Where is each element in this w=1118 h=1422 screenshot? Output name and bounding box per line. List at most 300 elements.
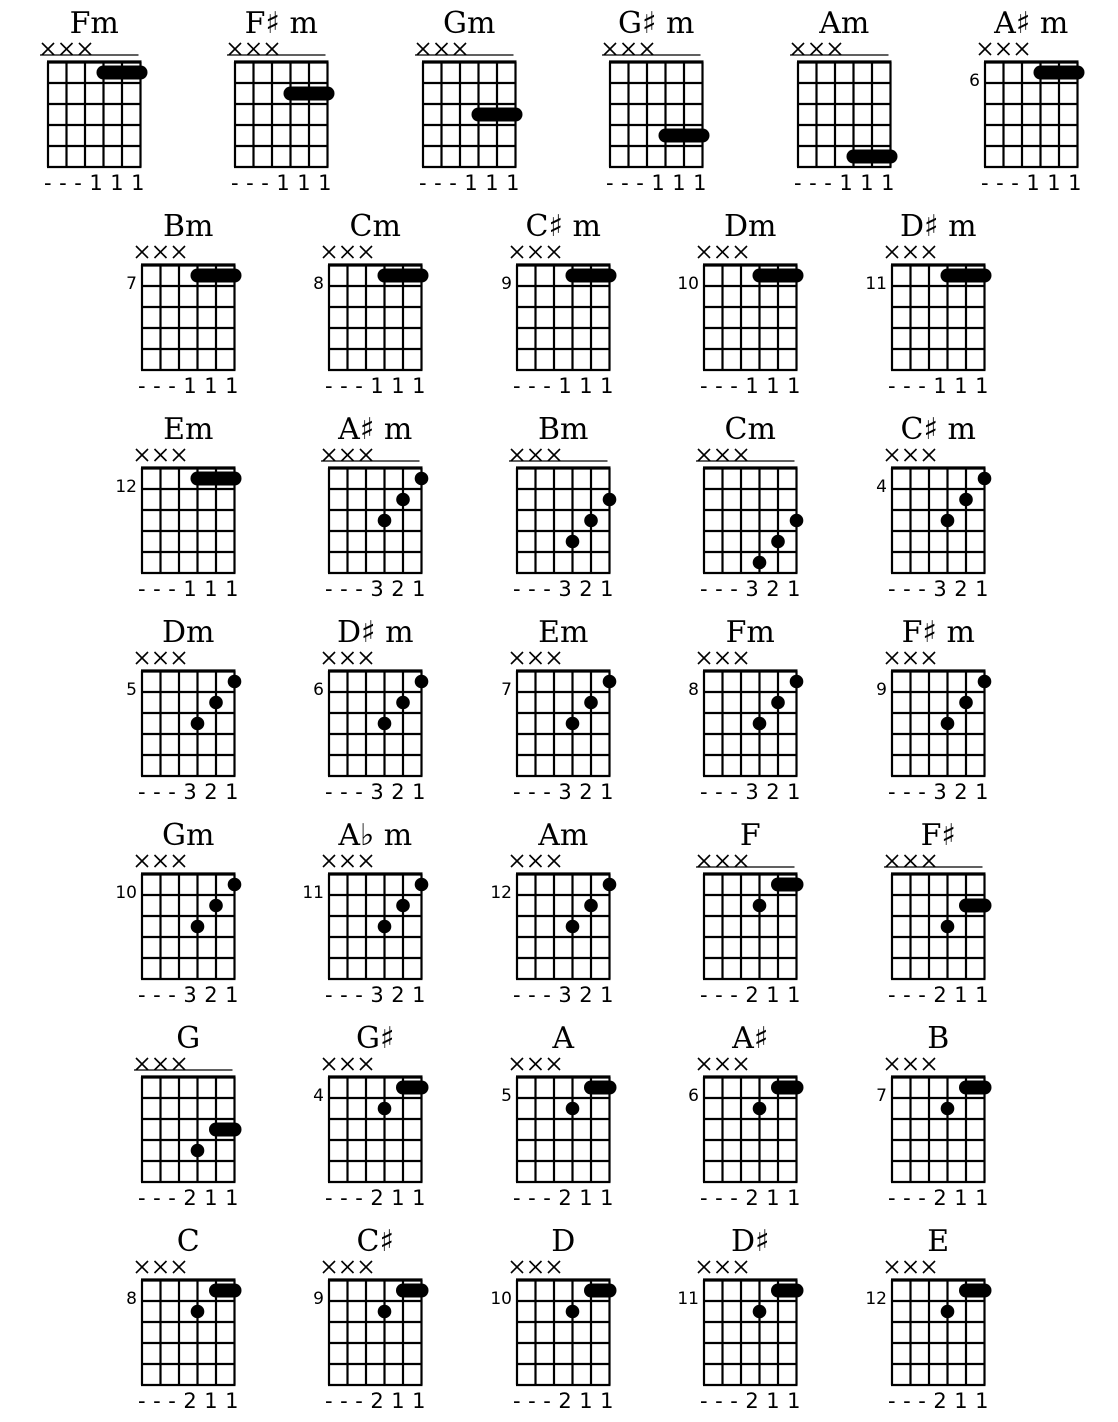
base-fret-number: 9 bbox=[876, 680, 887, 700]
fretboard-grid bbox=[516, 671, 611, 776]
fingering-label: ---211 bbox=[325, 1389, 426, 1413]
base-fret-number: 11 bbox=[865, 274, 887, 294]
chord-name: Em bbox=[538, 615, 589, 650]
base-fret-number: 7 bbox=[126, 274, 137, 294]
fretboard-grid bbox=[328, 671, 423, 776]
finger-dot bbox=[941, 920, 955, 934]
muted-string-marker bbox=[42, 43, 54, 55]
finger-dot bbox=[566, 1305, 580, 1319]
chord-diagram bbox=[677, 209, 800, 398]
muted-string-marker bbox=[155, 1261, 167, 1273]
base-fret-number: 4 bbox=[313, 1086, 324, 1106]
fingering-label: ---111 bbox=[794, 171, 895, 195]
finger-dot bbox=[209, 696, 223, 710]
muted-string-marker bbox=[417, 43, 429, 55]
base-fret-number: 9 bbox=[313, 1289, 324, 1309]
finger-dot bbox=[566, 717, 580, 731]
muted-string-marker bbox=[454, 43, 466, 55]
fingering-label: ---211 bbox=[138, 1186, 239, 1210]
fingering-label: ---111 bbox=[138, 374, 239, 398]
finger-dot bbox=[209, 899, 223, 913]
finger-dot bbox=[378, 1102, 392, 1116]
chord-name: C♯ m bbox=[525, 209, 601, 244]
muted-string-marker bbox=[155, 1058, 167, 1070]
base-fret-number: 11 bbox=[302, 883, 324, 903]
chord-name: G♯ bbox=[356, 1021, 395, 1056]
muted-string-marker bbox=[717, 449, 729, 461]
muted-string-marker bbox=[173, 1058, 185, 1070]
muted-string-marker bbox=[360, 1058, 372, 1070]
muted-string-marker bbox=[735, 449, 747, 461]
muted-string-marker bbox=[173, 1261, 185, 1273]
base-fret-number: 5 bbox=[501, 1086, 512, 1106]
base-fret-number: 5 bbox=[126, 680, 137, 700]
chord-diagram bbox=[790, 6, 895, 195]
fretboard-grid bbox=[141, 874, 236, 979]
chord-diagram bbox=[313, 1224, 425, 1413]
chord-diagram bbox=[115, 412, 238, 601]
base-fret-number: 11 bbox=[677, 1289, 699, 1309]
muted-string-marker bbox=[886, 1261, 898, 1273]
muted-string-marker bbox=[266, 43, 278, 55]
muted-string-marker bbox=[923, 855, 935, 867]
chord-name: Cm bbox=[349, 209, 401, 244]
muted-string-marker bbox=[698, 1058, 710, 1070]
muted-string-marker bbox=[886, 652, 898, 664]
finger-dot bbox=[603, 675, 617, 689]
finger-dot bbox=[584, 899, 598, 913]
base-fret-number: 6 bbox=[969, 71, 980, 91]
muted-string-marker bbox=[905, 246, 917, 258]
chord-name: D♯ m bbox=[899, 209, 977, 244]
muted-string-marker bbox=[717, 1058, 729, 1070]
muted-string-marker bbox=[923, 1058, 935, 1070]
fingering-label: ---111 bbox=[419, 171, 520, 195]
muted-string-marker bbox=[511, 652, 523, 664]
chord-diagram bbox=[313, 209, 425, 398]
muted-string-marker bbox=[548, 652, 560, 664]
fretboard-grid bbox=[234, 62, 329, 167]
muted-string-marker bbox=[792, 43, 804, 55]
base-fret-number: 10 bbox=[115, 883, 137, 903]
muted-string-marker bbox=[136, 855, 148, 867]
muted-string-marker bbox=[717, 652, 729, 664]
finger-dot bbox=[941, 717, 955, 731]
finger-dot bbox=[603, 878, 617, 892]
muted-string-marker bbox=[530, 652, 542, 664]
fingering-label: ---211 bbox=[325, 1186, 426, 1210]
fretboard-grid bbox=[516, 874, 611, 979]
muted-string-marker bbox=[548, 1058, 560, 1070]
chord-name: C♯ m bbox=[900, 412, 976, 447]
chord-diagram bbox=[227, 6, 332, 195]
chord-name: Am bbox=[819, 6, 870, 41]
chord-diagram bbox=[969, 6, 1081, 195]
chord-name: D♯ m bbox=[336, 615, 414, 650]
muted-string-marker bbox=[511, 1058, 523, 1070]
finger-dot bbox=[753, 717, 767, 731]
muted-string-marker bbox=[717, 1261, 729, 1273]
muted-string-marker bbox=[698, 449, 710, 461]
finger-dot bbox=[191, 920, 205, 934]
muted-string-marker bbox=[342, 652, 354, 664]
base-fret-number: 6 bbox=[688, 1086, 699, 1106]
muted-string-marker bbox=[342, 855, 354, 867]
chord-diagram bbox=[415, 6, 520, 195]
muted-string-marker bbox=[717, 855, 729, 867]
fingering-label: ---211 bbox=[888, 1186, 989, 1210]
base-fret-number: 8 bbox=[126, 1289, 137, 1309]
muted-string-marker bbox=[923, 652, 935, 664]
chord-diagram bbox=[126, 1224, 238, 1413]
chord-diagram bbox=[865, 1224, 988, 1413]
fingering-label: ---111 bbox=[981, 171, 1082, 195]
muted-string-marker bbox=[436, 43, 448, 55]
fretboard-grid bbox=[328, 468, 423, 573]
finger-dot bbox=[941, 1102, 955, 1116]
fingering-label: ---211 bbox=[700, 1186, 801, 1210]
chord-diagram bbox=[134, 1021, 239, 1210]
fingering-label: ---321 bbox=[888, 577, 989, 601]
muted-string-marker bbox=[1016, 43, 1028, 55]
chord-name: Gm bbox=[443, 6, 496, 41]
muted-string-marker bbox=[548, 1261, 560, 1273]
muted-string-marker bbox=[623, 43, 635, 55]
chord-name: E bbox=[927, 1224, 950, 1259]
chord-name: Am bbox=[538, 818, 589, 853]
chord-diagram bbox=[696, 818, 801, 1007]
muted-string-marker bbox=[155, 449, 167, 461]
finger-dot bbox=[415, 675, 429, 689]
muted-string-marker bbox=[360, 855, 372, 867]
fingering-label: ---321 bbox=[700, 577, 801, 601]
chord-name: D♯ bbox=[730, 1224, 770, 1259]
muted-string-marker bbox=[360, 1261, 372, 1273]
base-fret-number: 12 bbox=[865, 1289, 887, 1309]
muted-string-marker bbox=[829, 43, 841, 55]
fingering-label: ---111 bbox=[325, 374, 426, 398]
chord-diagram bbox=[884, 818, 989, 1007]
chord-name: F♯ m bbox=[244, 6, 318, 41]
chord-diagram bbox=[688, 615, 803, 804]
fingering-label: ---211 bbox=[888, 1389, 989, 1413]
finger-dot bbox=[753, 556, 767, 570]
finger-dot bbox=[378, 1305, 392, 1319]
muted-string-marker bbox=[229, 43, 241, 55]
muted-string-marker bbox=[323, 246, 335, 258]
muted-string-marker bbox=[511, 449, 523, 461]
chord-diagram bbox=[40, 6, 145, 195]
fingering-label: ---321 bbox=[325, 577, 426, 601]
muted-string-marker bbox=[155, 855, 167, 867]
muted-string-marker bbox=[698, 1261, 710, 1273]
fretboard-grid bbox=[141, 671, 236, 776]
finger-dot bbox=[396, 696, 410, 710]
muted-string-marker bbox=[905, 855, 917, 867]
fingering-label: ---111 bbox=[513, 374, 614, 398]
muted-string-marker bbox=[886, 449, 898, 461]
finger-dot bbox=[753, 1305, 767, 1319]
muted-string-marker bbox=[136, 449, 148, 461]
fingering-label: ---111 bbox=[606, 171, 707, 195]
muted-string-marker bbox=[548, 855, 560, 867]
muted-string-marker bbox=[360, 652, 372, 664]
finger-dot bbox=[378, 514, 392, 528]
muted-string-marker bbox=[511, 1261, 523, 1273]
fingering-label: ---321 bbox=[513, 780, 614, 804]
finger-dot bbox=[396, 493, 410, 507]
finger-dot bbox=[378, 717, 392, 731]
chord-diagram bbox=[490, 1224, 613, 1413]
finger-dot bbox=[584, 696, 598, 710]
fretboard-grid bbox=[891, 468, 986, 573]
muted-string-marker bbox=[735, 246, 747, 258]
base-fret-number: 7 bbox=[501, 680, 512, 700]
finger-dot bbox=[566, 1102, 580, 1116]
muted-string-marker bbox=[360, 449, 372, 461]
finger-dot bbox=[191, 717, 205, 731]
muted-string-marker bbox=[323, 449, 335, 461]
chord-name: F♯ m bbox=[901, 615, 975, 650]
chord-diagram bbox=[501, 1021, 613, 1210]
muted-string-marker bbox=[735, 652, 747, 664]
finger-dot bbox=[584, 514, 598, 528]
muted-string-marker bbox=[698, 855, 710, 867]
muted-string-marker bbox=[886, 246, 898, 258]
base-fret-number: 4 bbox=[876, 477, 887, 497]
chord-name: A♯ bbox=[732, 1021, 769, 1056]
muted-string-marker bbox=[323, 855, 335, 867]
fingering-label: ---211 bbox=[513, 1186, 614, 1210]
chord-diagram bbox=[876, 615, 991, 804]
base-fret-number: 7 bbox=[876, 1086, 887, 1106]
base-fret-number: 8 bbox=[313, 274, 324, 294]
finger-dot bbox=[228, 878, 242, 892]
base-fret-number: 12 bbox=[115, 477, 137, 497]
finger-dot bbox=[790, 514, 804, 528]
chord-name: D bbox=[551, 1224, 576, 1259]
fingering-label: ---111 bbox=[700, 374, 801, 398]
fingering-label: ---321 bbox=[513, 983, 614, 1007]
chord-diagram bbox=[602, 6, 707, 195]
chord-diagram bbox=[115, 818, 241, 1007]
muted-string-marker bbox=[342, 449, 354, 461]
chord-diagram bbox=[313, 1021, 425, 1210]
muted-string-marker bbox=[342, 1261, 354, 1273]
muted-string-marker bbox=[342, 246, 354, 258]
fingering-label: ---211 bbox=[138, 1389, 239, 1413]
finger-dot bbox=[191, 1144, 205, 1158]
fingering-label: ---211 bbox=[700, 1389, 801, 1413]
finger-dot bbox=[191, 1305, 205, 1319]
finger-dot bbox=[771, 535, 785, 549]
muted-string-marker bbox=[61, 43, 73, 55]
chord-diagram bbox=[501, 209, 613, 398]
muted-string-marker bbox=[323, 652, 335, 664]
base-fret-number: 9 bbox=[501, 274, 512, 294]
chord-name: Fm bbox=[69, 6, 119, 41]
chord-name: Dm bbox=[724, 209, 777, 244]
chord-diagram bbox=[696, 412, 803, 601]
fingering-label: ---321 bbox=[138, 983, 239, 1007]
muted-string-marker bbox=[905, 652, 917, 664]
finger-dot bbox=[753, 1102, 767, 1116]
muted-string-marker bbox=[735, 1058, 747, 1070]
chord-name: G♯ m bbox=[618, 6, 695, 41]
finger-dot bbox=[415, 878, 429, 892]
chord-name: A bbox=[552, 1021, 575, 1056]
muted-string-marker bbox=[811, 43, 823, 55]
chord-diagram bbox=[501, 615, 616, 804]
fingering-label: ---321 bbox=[888, 780, 989, 804]
muted-string-marker bbox=[136, 246, 148, 258]
muted-string-marker bbox=[641, 43, 653, 55]
chord-name: G bbox=[176, 1021, 201, 1056]
muted-string-marker bbox=[248, 43, 260, 55]
muted-string-marker bbox=[735, 1261, 747, 1273]
finger-dot bbox=[771, 696, 785, 710]
finger-dot bbox=[228, 675, 242, 689]
muted-string-marker bbox=[998, 43, 1010, 55]
finger-dot bbox=[415, 472, 429, 486]
muted-string-marker bbox=[698, 246, 710, 258]
finger-dot bbox=[603, 493, 617, 507]
fingering-label: ---321 bbox=[513, 577, 614, 601]
chord-name: F♯ bbox=[920, 818, 956, 853]
muted-string-marker bbox=[698, 652, 710, 664]
fingering-label: ---321 bbox=[138, 780, 239, 804]
finger-dot bbox=[941, 514, 955, 528]
chord-diagram bbox=[876, 1021, 988, 1210]
muted-string-marker bbox=[173, 652, 185, 664]
chord-diagram bbox=[677, 1224, 800, 1413]
muted-string-marker bbox=[923, 449, 935, 461]
fretboard-grid bbox=[703, 468, 798, 573]
fingering-label: ---211 bbox=[513, 1389, 614, 1413]
finger-dot bbox=[396, 899, 410, 913]
chord-diagram bbox=[865, 209, 988, 398]
muted-string-marker bbox=[604, 43, 616, 55]
base-fret-number: 12 bbox=[490, 883, 512, 903]
fingering-label: ---321 bbox=[325, 780, 426, 804]
chord-diagram bbox=[490, 818, 616, 1007]
chord-name: Bm bbox=[163, 209, 214, 244]
muted-string-marker bbox=[548, 449, 560, 461]
chord-name: Dm bbox=[162, 615, 215, 650]
chord-name: Em bbox=[163, 412, 214, 447]
chord-diagram bbox=[509, 412, 616, 601]
chord-diagram bbox=[688, 1021, 800, 1210]
finger-dot bbox=[790, 675, 804, 689]
chord-name: Bm bbox=[538, 412, 589, 447]
muted-string-marker bbox=[530, 1261, 542, 1273]
finger-dot bbox=[941, 1305, 955, 1319]
fingering-label: ---111 bbox=[44, 171, 145, 195]
chord-name: Cm bbox=[724, 412, 776, 447]
muted-string-marker bbox=[923, 1261, 935, 1273]
fretboard-grid bbox=[328, 874, 423, 979]
chord-diagram bbox=[126, 615, 241, 804]
fingering-label: ---111 bbox=[231, 171, 332, 195]
chord-diagram bbox=[876, 412, 991, 601]
muted-string-marker bbox=[511, 855, 523, 867]
base-fret-number: 10 bbox=[490, 1289, 512, 1309]
finger-dot bbox=[978, 472, 992, 486]
finger-dot bbox=[978, 675, 992, 689]
fingering-label: ---321 bbox=[700, 780, 801, 804]
muted-string-marker bbox=[360, 246, 372, 258]
muted-string-marker bbox=[905, 1058, 917, 1070]
chord-diagram bbox=[302, 818, 428, 1007]
chord-name: Fm bbox=[725, 615, 775, 650]
muted-string-marker bbox=[173, 449, 185, 461]
muted-string-marker bbox=[735, 855, 747, 867]
chord-name: A♯ m bbox=[994, 6, 1069, 41]
muted-string-marker bbox=[173, 855, 185, 867]
fretboard-grid bbox=[609, 62, 704, 167]
muted-string-marker bbox=[530, 449, 542, 461]
muted-string-marker bbox=[530, 855, 542, 867]
fretboard-grid bbox=[891, 671, 986, 776]
base-fret-number: 8 bbox=[688, 680, 699, 700]
muted-string-marker bbox=[717, 246, 729, 258]
muted-string-marker bbox=[136, 1058, 148, 1070]
muted-string-marker bbox=[79, 43, 91, 55]
muted-string-marker bbox=[511, 246, 523, 258]
fretboard-grid bbox=[703, 671, 798, 776]
fingering-label: ---321 bbox=[325, 983, 426, 1007]
muted-string-marker bbox=[979, 43, 991, 55]
chord-name: Gm bbox=[162, 818, 215, 853]
chord-diagram bbox=[321, 412, 428, 601]
muted-string-marker bbox=[323, 1261, 335, 1273]
muted-string-marker bbox=[155, 652, 167, 664]
muted-string-marker bbox=[155, 246, 167, 258]
muted-string-marker bbox=[136, 1261, 148, 1273]
muted-string-marker bbox=[173, 246, 185, 258]
chord-name: C♯ bbox=[356, 1224, 394, 1259]
muted-string-marker bbox=[548, 246, 560, 258]
muted-string-marker bbox=[530, 1058, 542, 1070]
chord-diagram bbox=[126, 209, 238, 398]
fingering-label: ---111 bbox=[138, 577, 239, 601]
base-fret-number: 10 bbox=[677, 274, 699, 294]
finger-dot bbox=[959, 493, 973, 507]
muted-string-marker bbox=[905, 449, 917, 461]
muted-string-marker bbox=[886, 855, 898, 867]
chord-diagram bbox=[313, 615, 428, 804]
fretboard-grid bbox=[891, 874, 986, 979]
muted-string-marker bbox=[342, 1058, 354, 1070]
chord-name: B bbox=[927, 1021, 950, 1056]
chord-name: F bbox=[739, 818, 761, 853]
finger-dot bbox=[566, 535, 580, 549]
fingering-label: ---211 bbox=[700, 983, 801, 1007]
muted-string-marker bbox=[323, 1058, 335, 1070]
base-fret-number: 6 bbox=[313, 680, 324, 700]
muted-string-marker bbox=[886, 1058, 898, 1070]
finger-dot bbox=[378, 920, 392, 934]
muted-string-marker bbox=[905, 1261, 917, 1273]
chord-name: C bbox=[176, 1224, 200, 1259]
muted-string-marker bbox=[923, 246, 935, 258]
muted-string-marker bbox=[136, 652, 148, 664]
muted-string-marker bbox=[530, 246, 542, 258]
finger-dot bbox=[753, 899, 767, 913]
fingering-label: ---211 bbox=[888, 983, 989, 1007]
chord-name: A♯ m bbox=[338, 412, 413, 447]
finger-dot bbox=[959, 696, 973, 710]
